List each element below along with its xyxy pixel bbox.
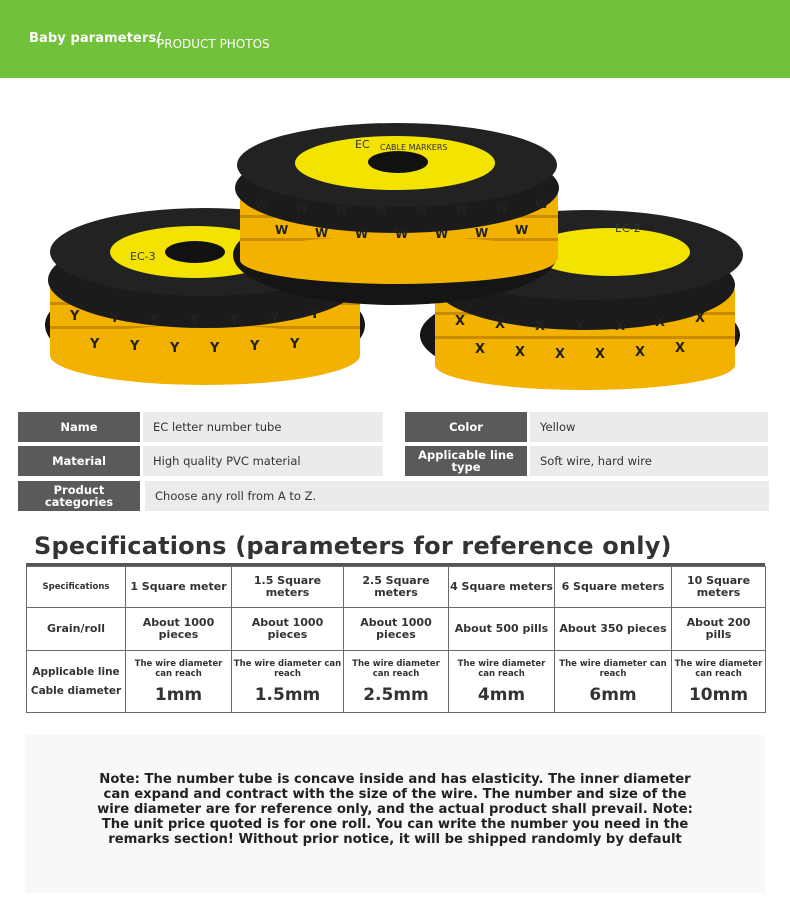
note-text: Note: The number tube is concave inside and has elasticity. The inner diameter can expand and contract with the size of the wire. The number and size of the wire diameter are for reference only, and the actual product shall prevail. Note: The unit price quoted is for one roll. You can write the number you need in the remarks section! Without prior notice, it will be shipped randomly by default — [97, 772, 693, 847]
svg-text:W: W — [335, 203, 349, 217]
svg-text:X: X — [535, 319, 546, 334]
svg-text:W: W — [275, 223, 289, 237]
svg-text:X: X — [555, 347, 566, 362]
product-photo — [40, 120, 750, 395]
diameter-cell — [126, 651, 232, 713]
svg-text:X: X — [635, 345, 646, 360]
svg-text:Y: Y — [90, 337, 100, 352]
specs-grain-row — [27, 608, 766, 651]
svg-text:Y: Y — [110, 311, 120, 326]
reach-text: The wire diameter can reach — [233, 658, 342, 679]
grain-value: About 1000 pieces — [232, 608, 344, 651]
diameter-value: 1mm — [154, 684, 203, 705]
svg-text:Y: Y — [310, 307, 320, 322]
spec-size: 4 Square meters — [449, 567, 555, 608]
grain-value: About 350 pieces — [555, 608, 672, 651]
svg-text:Y: Y — [170, 341, 180, 356]
specs-title: Specifications (parameters for reference only) — [34, 532, 672, 560]
svg-text:W: W — [255, 197, 269, 211]
spool-left-label: EC-3 — [130, 250, 156, 263]
svg-text:W: W — [515, 223, 529, 237]
svg-text:X: X — [515, 345, 526, 360]
header-banner — [0, 0, 790, 78]
svg-text:X: X — [475, 342, 486, 357]
grain-value: About 1000 pieces — [344, 608, 449, 651]
spool-center — [233, 123, 559, 305]
svg-text:X: X — [675, 341, 686, 356]
reach-text: The wire diameter can reach — [559, 658, 667, 679]
svg-text:W: W — [535, 197, 549, 211]
svg-text:X: X — [495, 317, 506, 332]
diameter-cell — [449, 651, 555, 713]
param-color-value: Yellow — [530, 412, 768, 442]
diameter-cell — [344, 651, 449, 713]
diameter-value: 2.5mm — [363, 684, 429, 705]
svg-text:W: W — [415, 204, 429, 218]
svg-text:X: X — [655, 315, 666, 330]
spec-size: 1.5 Square meters — [232, 567, 344, 608]
svg-text:Y: Y — [190, 313, 200, 328]
svg-text:Y: Y — [130, 339, 140, 354]
svg-text:X: X — [595, 347, 606, 362]
svg-text:Y: Y — [250, 339, 260, 354]
svg-text:W: W — [495, 201, 509, 215]
diameter-cell — [672, 651, 766, 713]
diameter-label-cell — [27, 651, 126, 713]
svg-text:W: W — [375, 204, 389, 218]
header-title: Baby parameters/ — [29, 31, 162, 46]
header-subtitle: PRODUCT PHOTOS — [157, 37, 270, 51]
spool-center-label: EC — [355, 138, 370, 151]
svg-text:Y: Y — [270, 311, 280, 326]
svg-text:X: X — [455, 314, 466, 329]
spec-size: 1 Square meter — [126, 567, 232, 608]
diameter-value: 4mm — [477, 684, 526, 705]
grain-label: Grain/roll — [27, 608, 126, 651]
specs-row-header: Specifications — [27, 567, 126, 608]
spool-right-label: EC-2 — [615, 222, 641, 235]
specs-header-row — [27, 567, 766, 608]
cable-diameter-label: Cable diameter — [30, 684, 122, 697]
svg-text:Y: Y — [210, 341, 220, 356]
reach-text: The wire diameter can reach — [457, 658, 546, 679]
diameter-value: 6mm — [589, 684, 637, 705]
specs-diameter-row — [27, 651, 766, 713]
svg-text:X: X — [695, 311, 706, 326]
diameter-value: 10mm — [688, 684, 749, 705]
spool-center-brand: CABLE MARKERS — [380, 143, 448, 152]
svg-text:W: W — [315, 226, 329, 240]
reach-text: The wire diameter can reach — [674, 658, 763, 679]
param-category-value: Choose any roll from A to Z. — [145, 481, 769, 511]
svg-text:W: W — [475, 226, 489, 240]
grain-value: About 500 pills — [449, 608, 555, 651]
grain-value: About 1000 pieces — [126, 608, 232, 651]
svg-text:Y: Y — [230, 313, 240, 328]
grain-value: About 200 pills — [672, 608, 766, 651]
param-name-label: Name — [18, 412, 140, 442]
applicable-line-label: Applicable line — [32, 665, 120, 678]
reach-text: The wire diameter can reach — [134, 658, 223, 679]
svg-text:W: W — [435, 227, 449, 241]
param-line-label: Applicable line type — [405, 446, 527, 476]
diameter-value: 1.5mm — [254, 684, 321, 705]
svg-text:X: X — [575, 319, 586, 334]
specs-table — [26, 566, 766, 713]
svg-text:Y: Y — [150, 313, 160, 328]
param-category-label: Product categories — [18, 481, 140, 511]
spec-size: 2.5 Square meters — [344, 567, 449, 608]
param-material-label: Material — [18, 446, 140, 476]
svg-text:W: W — [395, 227, 409, 241]
spec-size: 6 Square meters — [555, 567, 672, 608]
param-material-value: High quality PVC material — [143, 446, 383, 476]
svg-text:X: X — [615, 319, 626, 334]
diameter-cell — [232, 651, 344, 713]
svg-text:W: W — [355, 227, 369, 241]
svg-text:W: W — [455, 203, 469, 217]
param-name-value: EC letter number tube — [143, 412, 383, 442]
diameter-cell — [555, 651, 672, 713]
spec-size: 10 Square meters — [672, 567, 766, 608]
svg-text:Y: Y — [70, 309, 80, 324]
svg-text:W: W — [295, 201, 309, 215]
svg-text:Y: Y — [290, 337, 300, 352]
param-line-value: Soft wire, hard wire — [530, 446, 768, 476]
reach-text: The wire diameter can reach — [352, 658, 440, 679]
param-color-label: Color — [405, 412, 527, 442]
